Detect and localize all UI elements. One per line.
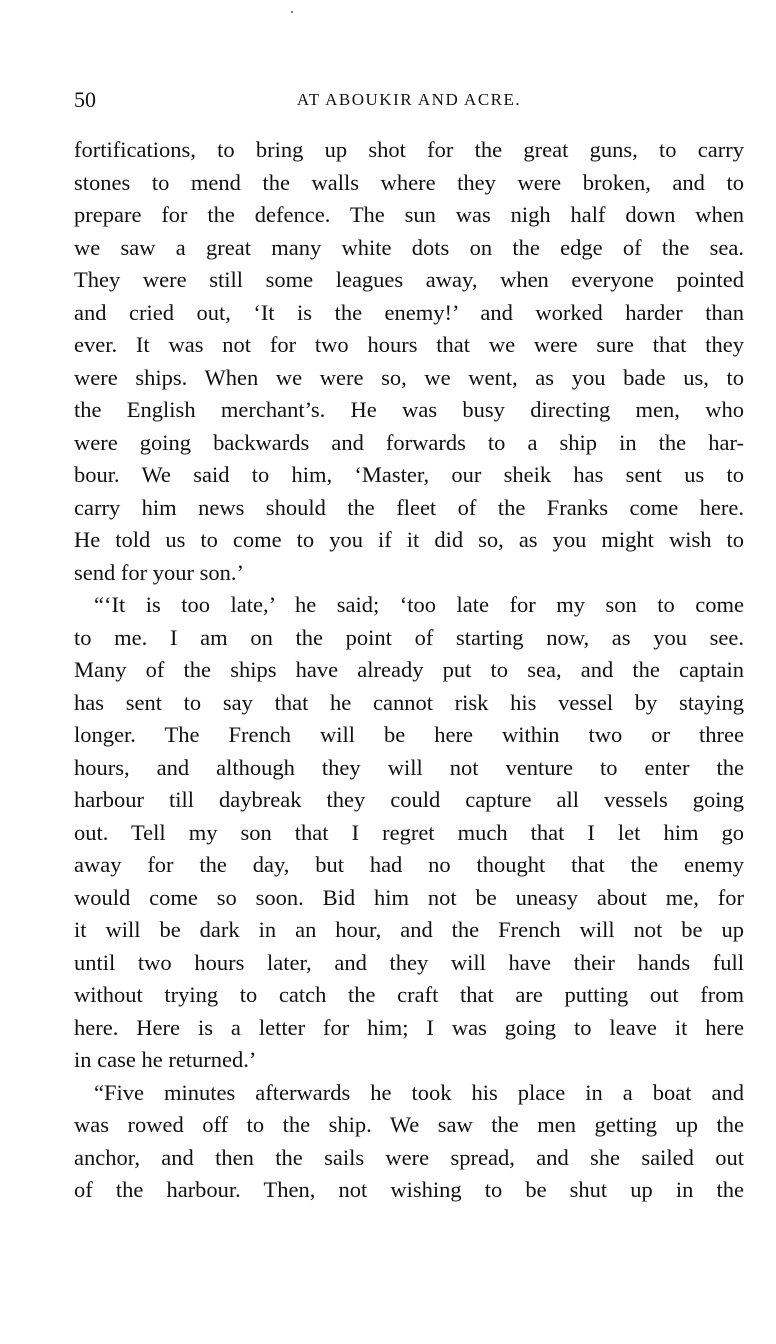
text-line: to me. I am on the point of starting now, as you see. (74, 624, 744, 650)
text-line: stones to mend the walls where they were broken, and to (74, 169, 744, 195)
text-body (74, 134, 744, 1207)
text-line: was rowed off to the ship. We saw the men getting up the (74, 1112, 744, 1137)
text-line: and cried out, ‘It is the enemy!’ and worked harder than (74, 299, 744, 325)
paragraph-start-line: “‘It is too late,’ he said; ‘too late for my son to come (94, 592, 744, 617)
text-line: prepare for the defence. The sun was nigh half down when (74, 202, 744, 227)
paragraph-start-line: “Five minutes afterwards he took his place in a boat and (94, 1079, 744, 1105)
text-line: harbour till daybreak they could capture all vessels going (74, 787, 744, 812)
text-line: bour. We said to him, ‘Master, our sheik has sent us to (74, 462, 744, 487)
page-number: 50 (74, 87, 96, 112)
text-line: They were still some leagues away, when everyone pointed (74, 267, 744, 292)
text-line: until two hours later, and they will have their hands full (74, 949, 744, 975)
paragraph-end-line: in case he returned.’ (74, 1047, 257, 1072)
page-header (74, 86, 744, 114)
text-line: away for the day, but had no thought that the enemy (74, 852, 744, 877)
text-line: we saw a great many white dots on the edge of the sea. (74, 234, 744, 260)
text-line: He told us to come to you if it did so, as you might wish to (74, 527, 744, 552)
running-head: AT ABOUKIR AND ACRE. (296, 90, 522, 109)
text-line: hours, and although they will not venture to enter the (74, 754, 744, 780)
text-line: it will be dark in an hour, and the French will not be up (74, 917, 744, 942)
text-line: would come so soon. Bid him not be uneasy about me, for (74, 884, 744, 910)
text-line: were ships. When we were so, we went, as you bade us, to (74, 364, 744, 390)
paragraph-end-line: send for your son.’ (74, 559, 244, 585)
text-line: ever. It was not for two hours that we were sure that they (74, 332, 744, 357)
text-line: anchor, and then the sails were spread, and she sailed out (74, 1144, 744, 1170)
text-line: of the harbour. Then, not wishing to be shut up in the (74, 1177, 744, 1202)
text-line: were going backwards and forwards to a ship in the har- (74, 429, 744, 455)
text-line: longer. The French will be here within two or three (74, 722, 744, 747)
text-line: out. Tell my son that I regret much that I let him go (74, 819, 744, 845)
text-line: Many of the ships have already put to sea, and the captain (74, 657, 744, 682)
text-line: here. Here is a letter for him; I was going to leave it here (74, 1014, 744, 1040)
text-line: fortifications, to bring up shot for the great guns, to carry (74, 137, 744, 162)
text-line: carry him news should the fleet of the Franks come here. (74, 494, 744, 520)
text-line: without trying to catch the craft that are putting out from (74, 982, 744, 1007)
text-line: has sent to say that he cannot risk his vessel by staying (74, 689, 744, 715)
text-line: the English merchant’s. He was busy directing men, who (74, 397, 744, 422)
page-speck (291, 11, 293, 13)
